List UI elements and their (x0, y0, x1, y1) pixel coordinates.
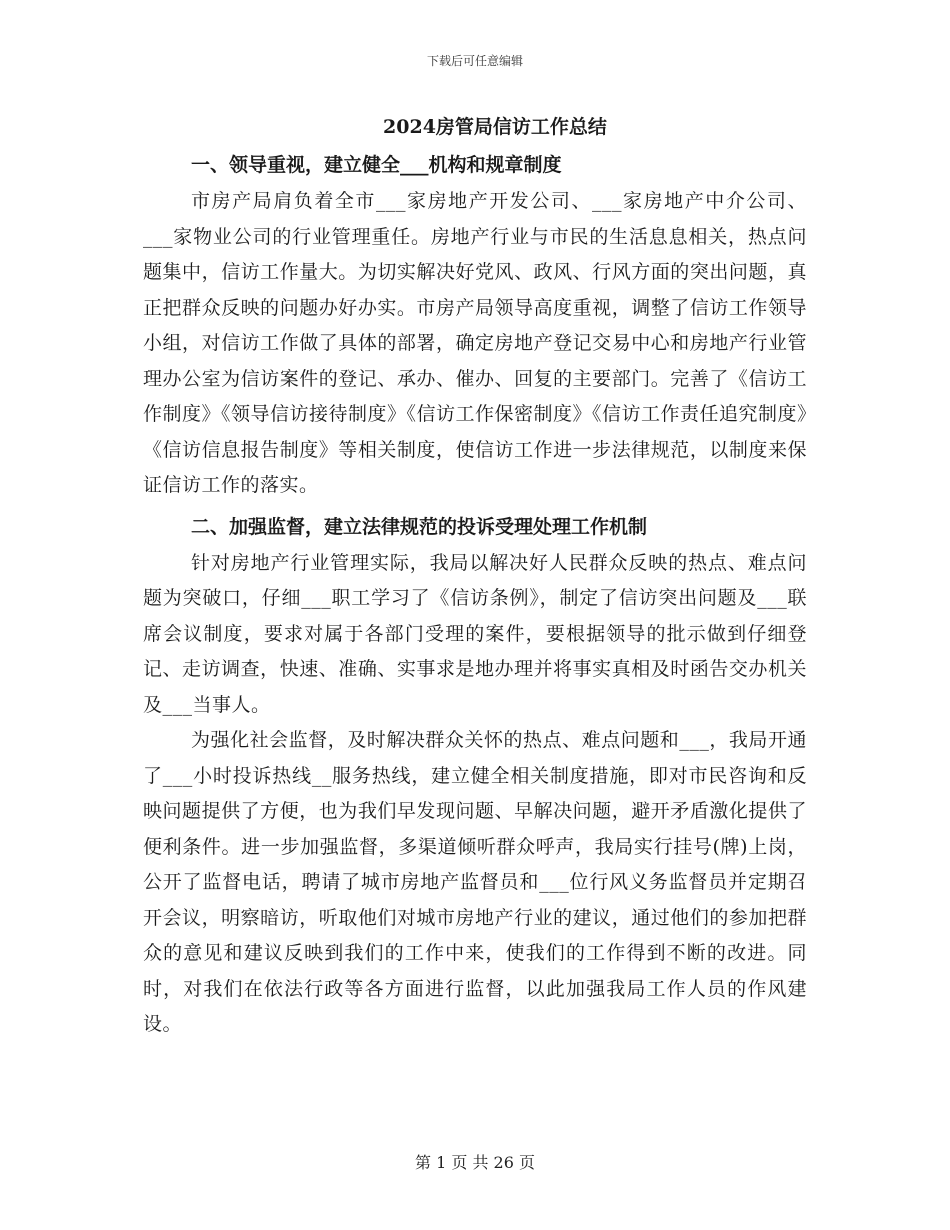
section-2-paragraph-1: 针对房地产行业管理实际，我局以解决好人民群众反映的热点、难点问题为突破口，仔细___职工学习了《信访条例》，制定了信访突出问题及___联席会议制度，要求对属于各部门受理的案件，要根据领导的批示做到仔细登记、走访调查，快速、准确、实事求是地办理并将事实真相及时函告交办机关及___当事人。 (143, 551, 807, 716)
page-footer: 第 1 页 共 26 页 (415, 1153, 535, 1172)
section-heading-2: 二、加强监督，建立法律规范的投诉受理处理工作机制 (191, 515, 648, 538)
document-body (143, 108, 807, 1043)
page-header: 下载后可任意编辑 (426, 54, 523, 68)
section-heading-1: 一、领导重视，建立健全___机构和规章制度 (191, 154, 562, 176)
section-2-paragraph-2: 为强化社会监督，及时解决群众关怀的热点、难点问题和___，我局开通了___小时投诉热线__服务热线，建立健全相关制度措施，即对市民咨询和反映问题提供了方便，也为我们早发现问题、早解决问题，避开矛盾激化提供了便利条件。进一步加强监督，多渠道倾听群众呼声，我局实行挂号(牌)上岗，公开了监督电话，聘请了城市房地产监督员和___位行风义务监督员并定期召开会议，明察暗访，听取他们对城市房地产行业的建议，通过他们的参加把群众的意见和建议反映到我们的工作中来，使我们的工作得到不断的改进。同时，对我们在依法行政等各方面进行监督，以此加强我局工作人员的作风建设。 (143, 729, 807, 1035)
section-1-paragraph-1: 市房产局肩负着全市___家房地产开发公司、___家房地产中介公司、___家物业公司的行业管理重任。房地产行业与市民的生活息息相关，热点问题集中，信访工作量大。为切实解决好党风、政风、行风方面的突出问题，真正把群众反映的问题办好办实。市房产局领导高度重视，调整了信访工作领导小组，对信访工作做了具体的部署，确定房地产登记交易中心和房地产行业管理办公室为信访案件的登记、承办、催办、回复的主要部门。完善了《信访工作制度》《领导信访接待制度》《信访工作保密制度》《信访工作责任追究制度》《信访信息报告制度》等相关制度，使信访工作进一步法律规范，以制度来保证信访工作的落实。 (143, 190, 808, 496)
document-title: 2024房管局信访工作总结 (383, 116, 607, 138)
